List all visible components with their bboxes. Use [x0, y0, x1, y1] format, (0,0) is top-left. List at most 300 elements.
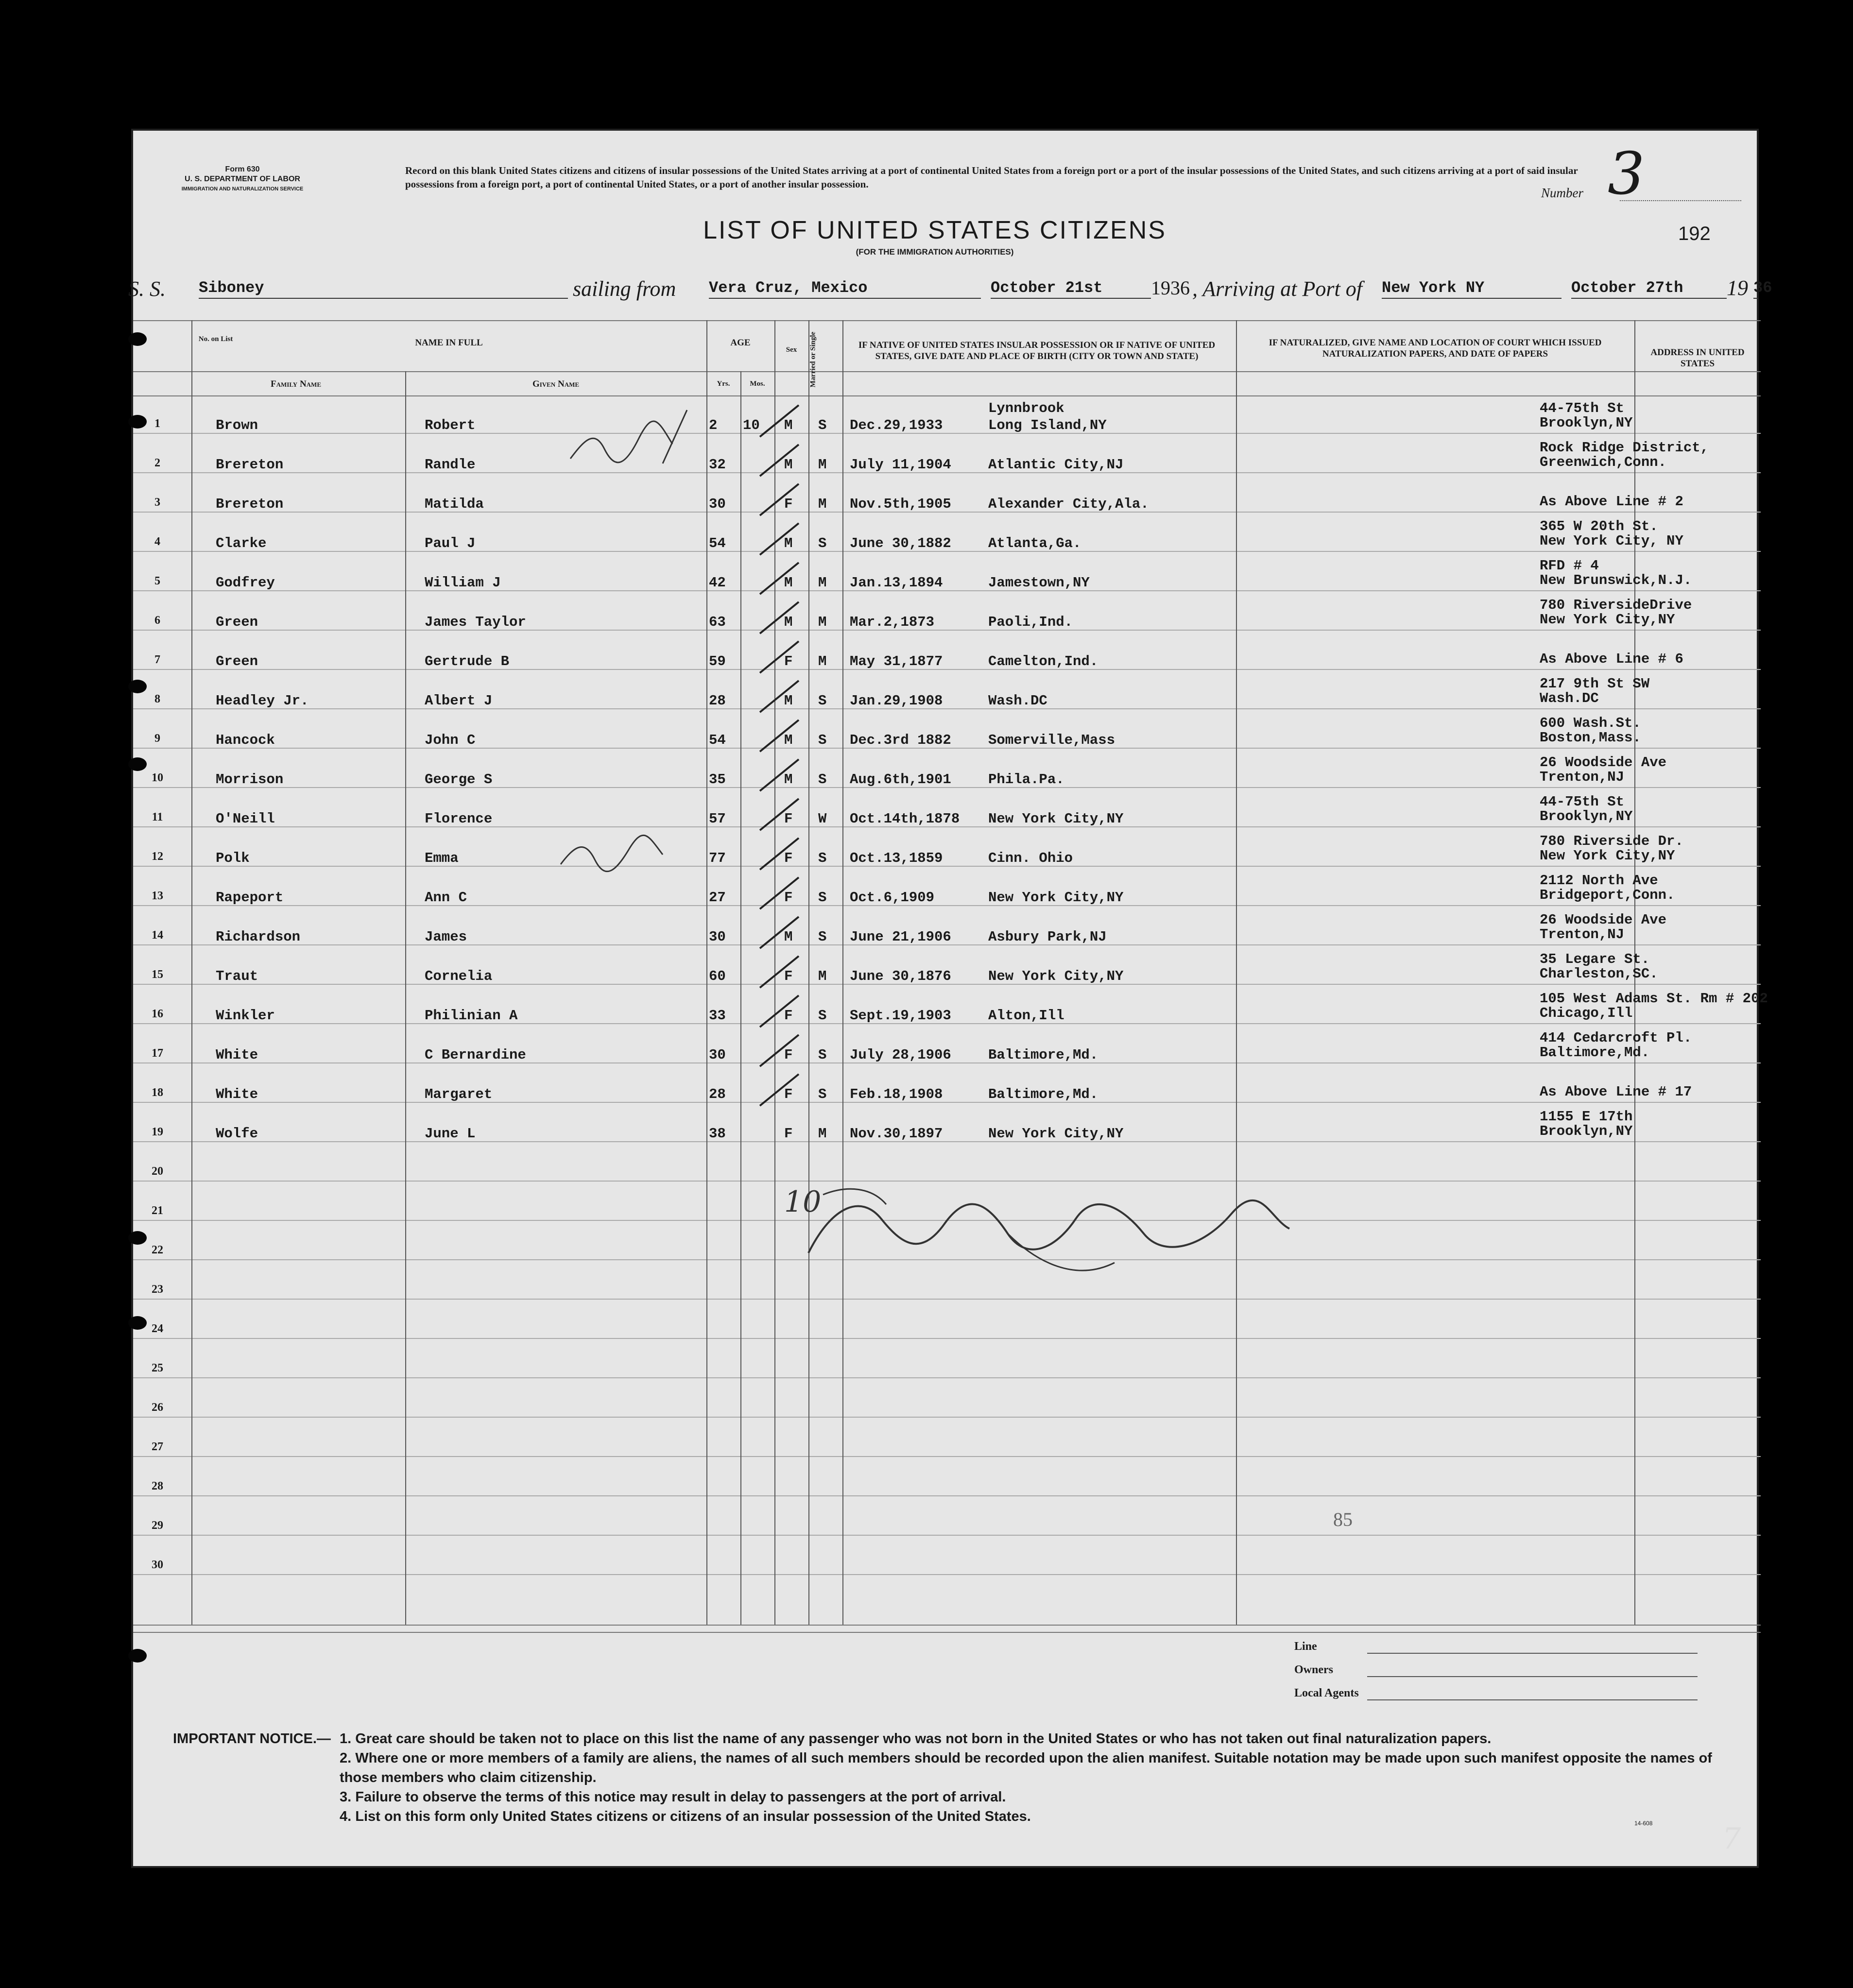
handwritten-with-note — [556, 821, 677, 879]
given-name: James Taylor — [425, 614, 526, 630]
family-name: Brereton — [216, 457, 284, 473]
address-line1: Rock Ridge District, — [1540, 440, 1709, 456]
marital-status: S — [818, 693, 827, 709]
line-number: 30 — [152, 1559, 163, 1571]
age-years: 38 — [709, 1126, 726, 1142]
marital-status: S — [818, 1086, 827, 1102]
birth-date: Dec.29,1933 — [850, 417, 943, 433]
check-mark — [760, 405, 799, 437]
row-rule — [133, 1338, 1761, 1339]
line-number: 17 — [152, 1047, 163, 1060]
check-mark — [760, 720, 799, 752]
address-line1: 35 Legare St. — [1540, 951, 1650, 967]
given-name: James — [425, 929, 467, 945]
birth-date: Oct.6,1909 — [850, 890, 935, 906]
inspection-check-marks — [706, 393, 804, 1219]
grid-rule — [133, 1632, 1761, 1633]
family-name: Headley Jr. — [216, 693, 309, 709]
address-line1: 26 Woodside Ave — [1540, 754, 1667, 771]
given-name: June L — [425, 1126, 476, 1142]
line-number: 10 — [152, 771, 163, 784]
line-number: 6 — [154, 614, 160, 627]
punch-hole — [128, 1231, 147, 1245]
arrival-year: 36 — [1753, 279, 1758, 299]
birth-date: Sept.19,1903 — [850, 1008, 951, 1024]
line-number: 22 — [152, 1244, 163, 1256]
birth-place: Cinn. Ohio — [988, 850, 1073, 866]
family-name: Hancock — [216, 732, 275, 748]
header-family-name: Family Name — [271, 379, 321, 389]
birth-date: June 30,1876 — [850, 968, 951, 984]
header-yrs: Yrs. — [717, 380, 730, 388]
birth-date: Nov.30,1897 — [850, 1126, 943, 1142]
number-underline — [1620, 200, 1741, 201]
row-rule — [133, 1377, 1761, 1378]
family-name: Richardson — [216, 929, 301, 945]
sex: M — [784, 535, 793, 551]
given-name: Robert — [425, 417, 476, 433]
notice-item: 4. List on this form only United States citizens or citizens of an insular possession of the United States. — [340, 1809, 1031, 1824]
family-name: Brereton — [216, 496, 284, 512]
family-name: Green — [216, 653, 258, 669]
header-naturalized: IF NATURALIZED, GIVE NAME AND LOCATION OF COURT WHICH ISSUED NATURALIZATION PAPERS, AND DATE OF PAPERS — [1269, 338, 1602, 359]
line-number: 20 — [152, 1165, 163, 1178]
age-years: 57 — [709, 811, 726, 827]
number-label: Number — [1541, 186, 1583, 200]
line-number: 23 — [152, 1283, 163, 1296]
sex: M — [784, 732, 793, 748]
marital-status: M — [818, 1126, 827, 1142]
birth-place: New York City,NY — [988, 890, 1124, 906]
given-name: Albert J — [425, 693, 493, 709]
address-line2: Baltimore,Md. — [1540, 1045, 1650, 1061]
given-name: Ann C — [425, 890, 467, 906]
birth-place-line2: Long Island,NY — [988, 417, 1107, 433]
line-number: 5 — [154, 575, 160, 587]
address-line1: As Above Line # 2 — [1540, 494, 1683, 510]
address-line2: New York City, NY — [1540, 533, 1683, 549]
family-name: Wolfe — [216, 1126, 258, 1142]
owners-field: Owners — [1294, 1663, 1698, 1687]
owner-fields — [1294, 1640, 1698, 1710]
sex: F — [784, 890, 793, 906]
form-title: LIST OF UNITED STATES CITIZENS — [703, 216, 1167, 244]
family-name: Brown — [216, 417, 258, 433]
marital-status: M — [818, 968, 827, 984]
birth-place: Atlantic City,NJ — [988, 457, 1124, 473]
age-years: 30 — [709, 929, 726, 945]
given-name: George S — [425, 771, 493, 788]
address-line2: Chicago,Ill — [1540, 1005, 1633, 1021]
birth-place: Alexander City,Ala. — [988, 496, 1149, 512]
row-rule — [133, 1299, 1761, 1300]
column-rule — [1236, 320, 1237, 1625]
given-name: C Bernardine — [425, 1047, 526, 1063]
row-rule — [133, 708, 1761, 709]
sex: M — [784, 614, 793, 630]
check-mark — [760, 838, 799, 870]
check-mark — [760, 445, 799, 476]
line-number: 24 — [152, 1322, 163, 1335]
line-number: 4 — [154, 535, 160, 548]
sex: F — [784, 850, 793, 866]
birth-date: Oct.14th,1878 — [850, 811, 960, 827]
check-mark — [760, 877, 799, 909]
line-number: 26 — [152, 1401, 163, 1414]
check-mark — [760, 563, 799, 594]
given-name: Paul J — [425, 535, 476, 551]
birth-date: May 31,1877 — [850, 653, 943, 669]
family-name: Green — [216, 614, 258, 630]
line-number: 16 — [152, 1008, 163, 1020]
address-line2: Wash.DC — [1540, 690, 1599, 706]
age-years: 35 — [709, 771, 726, 788]
birth-date: Jan.13,1894 — [850, 575, 943, 591]
inspector-signature — [804, 1175, 1333, 1287]
row-rule — [133, 1141, 1761, 1142]
check-mark — [760, 956, 799, 988]
header-name-in-full: NAME IN FULL — [415, 338, 483, 348]
address-line1: RFD # 4 — [1540, 558, 1599, 574]
address-line2: Greenwich,Conn. — [1540, 454, 1667, 470]
marital-status: S — [818, 417, 827, 433]
address-line1: 2112 North Ave — [1540, 873, 1658, 889]
age-years: 28 — [709, 1086, 726, 1102]
line-number: 11 — [152, 811, 163, 823]
address-line2: Bridgeport,Conn. — [1540, 887, 1675, 903]
line-number: 21 — [152, 1204, 163, 1217]
age-years: 77 — [709, 850, 726, 866]
sex: M — [784, 457, 793, 473]
birth-date: July 11,1904 — [850, 457, 951, 473]
check-mark — [760, 641, 799, 673]
family-name: O'Neill — [216, 811, 275, 827]
address-line1: 780 Riverside Dr. — [1540, 833, 1683, 849]
check-mark — [760, 681, 799, 712]
arrival-port: New York NY — [1382, 279, 1561, 299]
age-months: 10 — [743, 417, 760, 433]
birth-place: Phila.Pa. — [988, 771, 1064, 788]
sex: M — [784, 693, 793, 709]
address-line1: As Above Line # 6 — [1540, 651, 1683, 667]
family-name: Traut — [216, 968, 258, 984]
age-years: 60 — [709, 968, 726, 984]
line-number: 9 — [154, 732, 160, 745]
address-line2: New York City,NY — [1540, 848, 1675, 864]
form-subtitle: (FOR THE IMMIGRATION AUTHORITIES) — [856, 247, 1014, 257]
header-married-single: Married or Single — [809, 331, 817, 388]
check-mark — [760, 1035, 799, 1066]
birth-date: July 28,1906 — [850, 1047, 951, 1063]
grid-rule — [133, 371, 1761, 372]
row-rule — [133, 590, 1761, 591]
notice-item: 3. Failure to observe the terms of this notice may result in delay to passengers at the port of arrival. — [340, 1789, 1006, 1805]
line-number: 27 — [152, 1440, 163, 1453]
address-line1: 44-75th St — [1540, 794, 1625, 810]
birth-date: Jan.29,1908 — [850, 693, 943, 709]
row-rule — [133, 1456, 1761, 1457]
address-line2: Charleston,SC. — [1540, 966, 1658, 982]
check-mark — [760, 995, 799, 1027]
sex: M — [784, 929, 793, 945]
age-years: 54 — [709, 535, 726, 551]
department-name: U. S. DEPARTMENT OF LABOR — [185, 175, 300, 183]
notice-heading: IMPORTANT NOTICE.— — [173, 1731, 331, 1747]
count-note: 10 — [784, 1185, 822, 1219]
marital-status: S — [818, 732, 827, 748]
punch-hole — [128, 757, 147, 771]
punch-hole — [128, 680, 147, 693]
departure-date: October 21st — [991, 279, 1151, 299]
birth-date: Oct.13,1859 — [850, 850, 943, 866]
line-number: 7 — [154, 653, 160, 666]
header-address: ADDRESS IN UNITED STATES — [1650, 347, 1745, 369]
row-rule — [133, 905, 1761, 906]
birth-place: New York City,NY — [988, 811, 1124, 827]
row-rule — [133, 1495, 1761, 1496]
row-rule — [133, 1535, 1761, 1536]
handwritten-with-note — [566, 400, 706, 478]
check-mark — [760, 759, 799, 791]
age-years: 42 — [709, 575, 726, 591]
header-mos: Mos. — [750, 380, 765, 388]
form-identifier — [177, 165, 308, 194]
row-rule — [133, 1417, 1761, 1418]
given-name: Matilda — [425, 496, 484, 512]
age-years: 27 — [709, 890, 726, 906]
birth-place: Alton,Ill — [988, 1008, 1064, 1024]
address-line2: Brooklyn,NY — [1540, 415, 1633, 431]
line-field: Line — [1294, 1640, 1698, 1663]
address-line1: 26 Woodside Ave — [1540, 912, 1667, 928]
marital-status: S — [818, 1008, 827, 1024]
given-name: Philinian A — [425, 1008, 518, 1024]
line-number: 8 — [154, 693, 160, 705]
birth-date: June 21,1906 — [850, 929, 951, 945]
family-name: Rapeport — [216, 890, 284, 906]
grid-rule — [133, 395, 1761, 396]
marital-status: M — [818, 575, 827, 591]
grid-rule — [133, 320, 1761, 321]
address-line2: Brooklyn,NY — [1540, 1123, 1633, 1139]
sex: F — [784, 653, 793, 669]
line-number: 12 — [152, 850, 163, 863]
marital-status: W — [818, 811, 827, 827]
row-rule — [133, 1574, 1761, 1575]
row-rule — [133, 669, 1761, 670]
birth-date: Dec.3rd 1882 — [850, 732, 951, 748]
age-years: 2 — [709, 417, 718, 433]
address-line1: 365 W 20th St. — [1540, 518, 1658, 534]
marital-status: M — [818, 653, 827, 669]
age-years: 30 — [709, 1047, 726, 1063]
birth-place: Somerville,Mass — [988, 732, 1115, 748]
row-rule — [133, 866, 1761, 867]
line-number: 15 — [152, 968, 163, 981]
address-line2: Trenton,NJ — [1540, 769, 1625, 785]
marital-status: M — [818, 457, 827, 473]
line-number: 1 — [154, 417, 160, 430]
line-number: 3 — [154, 496, 160, 509]
check-mark — [760, 484, 799, 515]
birth-date: June 30,1882 — [850, 535, 951, 551]
address-line1: As Above Line # 17 — [1540, 1084, 1692, 1100]
address-line2: New Brunswick,N.J. — [1540, 572, 1692, 588]
family-name: White — [216, 1086, 258, 1102]
given-name: Florence — [425, 811, 493, 827]
birth-date: Nov.5th,1905 — [850, 496, 951, 512]
address-line1: 217 9th St SW — [1540, 676, 1650, 692]
line-number: 13 — [152, 890, 163, 902]
birth-place: New York City,NY — [988, 1126, 1124, 1142]
address-line1: 44-75th St — [1540, 400, 1625, 416]
column-rule — [842, 320, 843, 1625]
marital-status: M — [818, 496, 827, 512]
marital-status: S — [818, 850, 827, 866]
line-number: 29 — [152, 1519, 163, 1532]
ship-name: Siboney — [199, 279, 568, 299]
notice-item: 1. Great care should be taken not to place on this list the name of any passenger who was not born in the United States or who has not taken out final naturalization papers. — [340, 1731, 1492, 1747]
check-mark — [760, 799, 799, 830]
sex: M — [784, 417, 793, 433]
sailing-from-label: sailing from — [573, 277, 676, 301]
birth-place: Lynnbrook — [988, 400, 1064, 416]
sex: M — [784, 575, 793, 591]
address-line2: Brooklyn,NY — [1540, 808, 1633, 824]
age-years: 63 — [709, 614, 726, 630]
marital-status: S — [818, 929, 827, 945]
arrival-century: 19 — [1727, 276, 1748, 300]
header-sex: Sex — [786, 346, 797, 354]
address-line1: 600 Wash.St. — [1540, 715, 1641, 731]
birth-place: Baltimore,Md. — [988, 1047, 1098, 1063]
birth-place: Camelton,Ind. — [988, 653, 1098, 669]
family-name: Godfrey — [216, 575, 275, 591]
list-number: 3 — [1608, 140, 1645, 208]
check-mark — [760, 1074, 799, 1106]
sex: F — [784, 1047, 793, 1063]
given-name: William J — [425, 575, 501, 591]
header-age: AGE — [730, 338, 751, 348]
arrival-date: October 27th — [1571, 279, 1727, 299]
age-years: 33 — [709, 1008, 726, 1024]
local-agents-field: Local Agents — [1294, 1687, 1698, 1710]
birth-date: Mar.2,1873 — [850, 614, 935, 630]
age-years: 30 — [709, 496, 726, 512]
check-mark — [760, 523, 799, 555]
address-line2: Boston,Mass. — [1540, 730, 1641, 746]
departure-year: 1936 — [1151, 277, 1190, 299]
stamp-number: 85 — [1333, 1508, 1353, 1530]
header-birth: IF NATIVE OF UNITED STATES INSULAR POSSESSION OR IF NATIVE OF UNITED STATES, GIVE DATE AND PLACE OF BIRTH (CITY OR TOWN AND STATE) — [858, 340, 1216, 361]
given-name: Margaret — [425, 1086, 493, 1102]
notice-item: 2. Where one or more members of a family are aliens, the names of all such members should be recorded upon the alien manifest. Suitable notation may be made upon such manifest opposite the names of those members who claim citizenship. — [340, 1750, 1712, 1785]
page-number: 192 — [1678, 223, 1711, 244]
marital-status: S — [818, 535, 827, 551]
sex: F — [784, 1086, 793, 1102]
address-line2: Trenton,NJ — [1540, 926, 1625, 943]
address-line1: 105 West Adams St. Rm # 202 — [1540, 991, 1768, 1007]
marital-status: M — [818, 614, 827, 630]
marital-status: S — [818, 1047, 827, 1063]
check-mark — [760, 602, 799, 634]
line-number: 14 — [152, 929, 163, 942]
line-number: 28 — [152, 1480, 163, 1492]
address-line1: 780 RiversideDrive — [1540, 597, 1692, 613]
form-code: 14-608 — [1634, 1820, 1653, 1827]
sex: F — [784, 811, 793, 827]
marital-status: S — [818, 890, 827, 906]
service-name: IMMIGRATION AND NATURALIZATION SERVICE — [181, 186, 304, 192]
family-name: White — [216, 1047, 258, 1063]
birth-date: Feb.18,1908 — [850, 1086, 943, 1102]
birth-place: Asbury Park,NJ — [988, 929, 1107, 945]
line-number: 19 — [152, 1126, 163, 1138]
row-rule — [133, 1102, 1761, 1103]
birth-place: Baltimore,Md. — [988, 1086, 1098, 1102]
birth-place: Wash.DC — [988, 693, 1047, 709]
grid-rule — [133, 1625, 1761, 1626]
line-number: 25 — [152, 1362, 163, 1374]
given-name: Cornelia — [425, 968, 493, 984]
birth-date: Aug.6th,1901 — [850, 771, 951, 788]
given-name: Randle — [425, 457, 476, 473]
sex: F — [784, 496, 793, 512]
margin-note: 7 — [1722, 1822, 1741, 1856]
sex: F — [784, 1008, 793, 1024]
column-rule — [808, 320, 809, 1625]
column-rule — [191, 320, 192, 1625]
form-instructions: Record on this blank United States citizens and citizens of insular possessions of the United States arriving at a port of continental United States from a foreign port or a port of the insular possessions of the United States, and such citizens arriving at a port of said insular possessions from a foreign port, a port of continental United States, or a port of another insular possession. — [405, 165, 1578, 190]
punch-hole — [128, 332, 147, 346]
given-name: Gertrude B — [425, 653, 510, 669]
age-years: 59 — [709, 653, 726, 669]
column-rule — [405, 371, 406, 1625]
line-number: 2 — [154, 457, 160, 469]
age-years: 28 — [709, 693, 726, 709]
address-line2: New York City,NY — [1540, 612, 1675, 628]
punch-hole — [128, 1649, 147, 1662]
birth-place: Jamestown,NY — [988, 575, 1090, 591]
family-name: Polk — [216, 850, 250, 866]
sex: F — [784, 1126, 793, 1142]
age-years: 54 — [709, 732, 726, 748]
birth-place: New York City,NY — [988, 968, 1124, 984]
form-number: Form 630 — [225, 165, 260, 173]
given-name: Emma — [425, 850, 459, 866]
manifest-sheet — [128, 129, 1772, 1868]
address-line1: 414 Cedarcroft Pl. — [1540, 1030, 1692, 1046]
sex: F — [784, 968, 793, 984]
header-no: No. on List — [198, 335, 233, 343]
birth-place: Atlanta,Ga. — [988, 535, 1081, 551]
line-number: 18 — [152, 1086, 163, 1099]
age-years: 32 — [709, 457, 726, 473]
arriving-label: , Arriving at Port of — [1192, 277, 1362, 301]
departure-port: Vera Cruz, Mexico — [709, 279, 981, 299]
row-rule — [133, 630, 1761, 631]
family-name: Clarke — [216, 535, 267, 551]
birth-place: Paoli,Ind. — [988, 614, 1073, 630]
family-name: Winkler — [216, 1008, 275, 1024]
header-given-name: Given Name — [532, 379, 580, 389]
row-rule — [133, 433, 1761, 434]
sex: M — [784, 771, 793, 788]
ss-label: S. S. — [128, 277, 166, 301]
family-name: Morrison — [216, 771, 284, 788]
check-mark — [760, 917, 799, 948]
address-line1: 1155 E 17th — [1540, 1109, 1633, 1125]
